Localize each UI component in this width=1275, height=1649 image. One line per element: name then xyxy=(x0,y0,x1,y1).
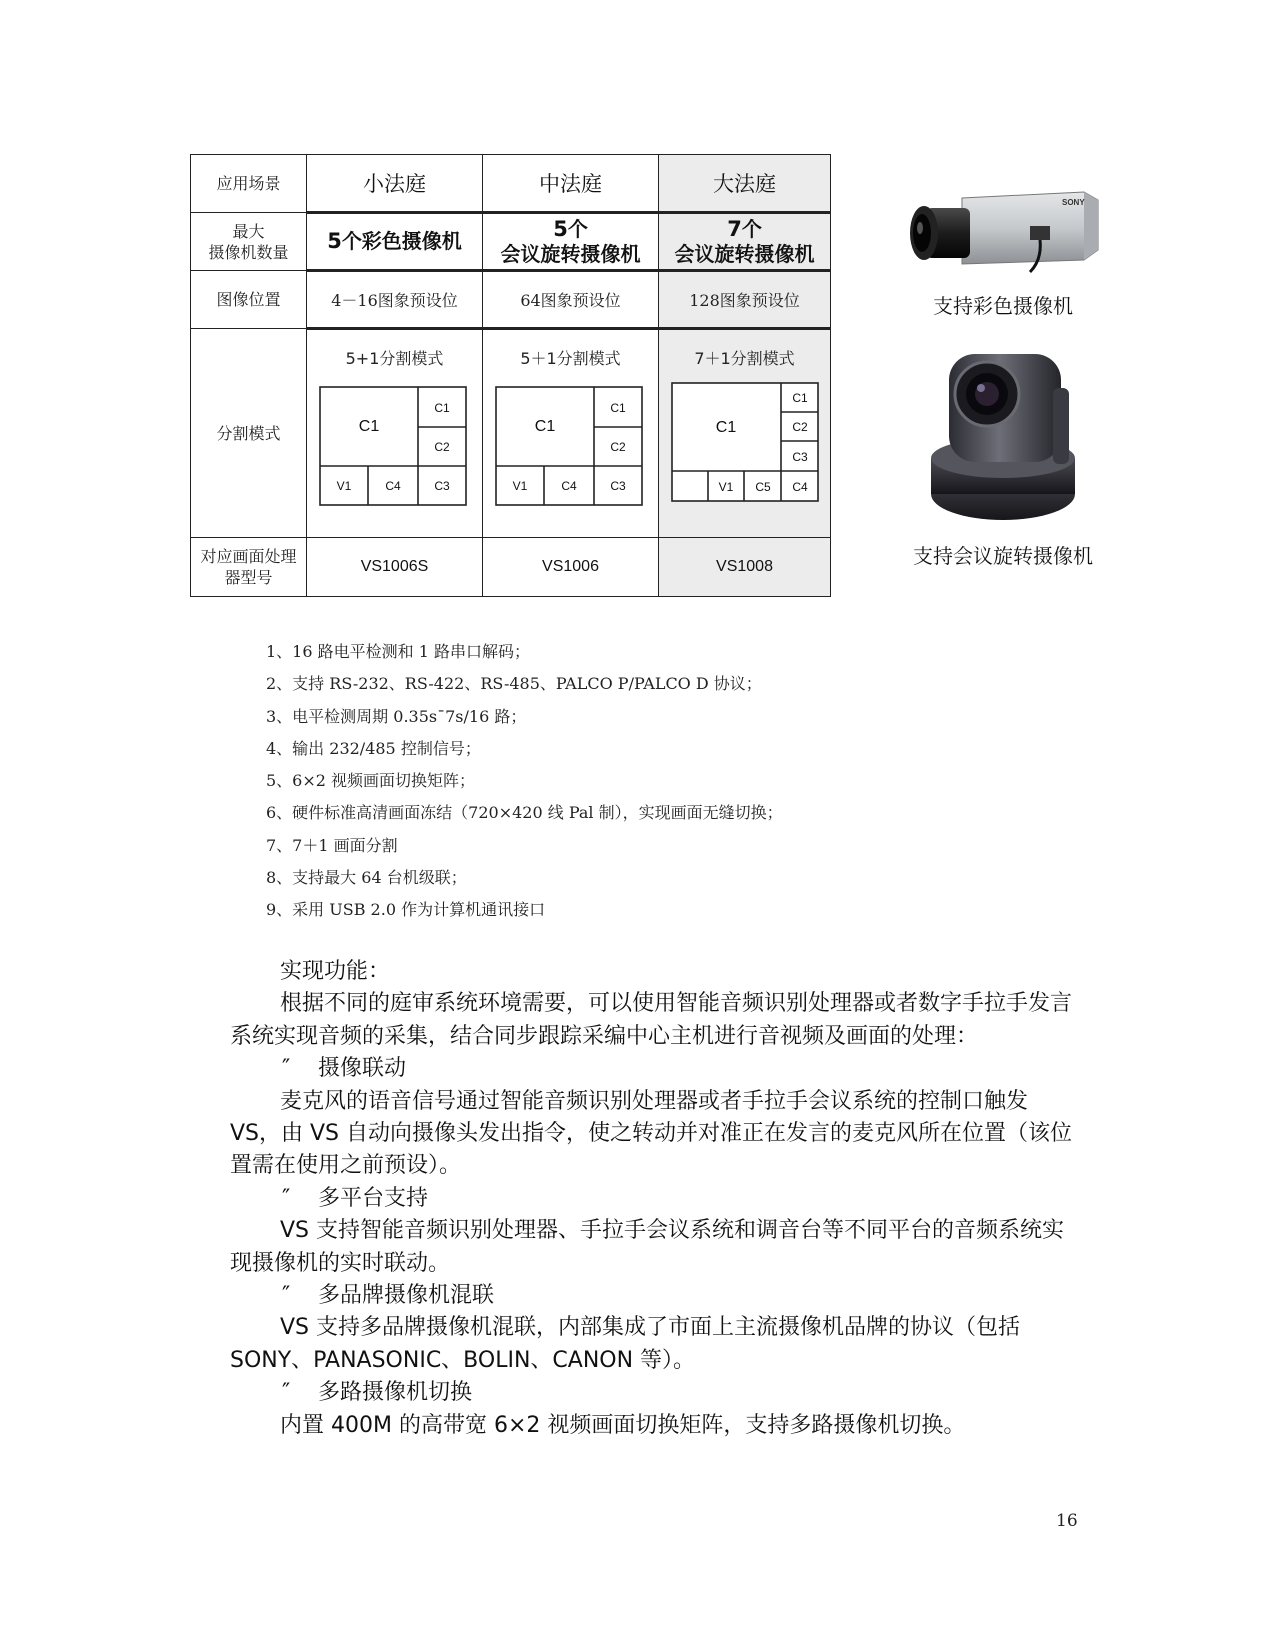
split-v1-label: V1 xyxy=(336,479,352,493)
split-medium xyxy=(483,329,659,538)
bullet-mark: ″ xyxy=(282,1056,291,1082)
model-medium: VS1006 xyxy=(483,538,659,597)
list-item: 7、7＋1 画面分割 xyxy=(266,835,398,855)
preset-large: 128图象预设位 xyxy=(659,271,831,329)
color-camera-photo xyxy=(902,186,1102,286)
split-c4-label: C4 xyxy=(561,479,577,493)
split-c1-small-label: C1 xyxy=(434,401,450,415)
split-c4-label: C4 xyxy=(385,479,401,493)
split-c2-label: C2 xyxy=(610,440,626,454)
bullet-mark: ″ xyxy=(282,1380,291,1406)
split-large xyxy=(659,329,831,538)
list-item: 3、电平检测周期 0.35s¯7s/16 路； xyxy=(266,706,527,726)
split-c1-label: C1 xyxy=(715,419,737,436)
intro-paragraph: 根据不同的庭审系统环境需要，可以使用智能音频识别处理器或者数字手拉手发言系统实现音频的采集，结合同步跟踪采编中心主机进行音视频及画面的处理： xyxy=(230,991,1073,1049)
split-c1-small-label: C1 xyxy=(792,391,808,405)
preset-small: 4－16图象预设位 xyxy=(307,271,483,329)
split-mode-title: 5+1分割模式 xyxy=(345,349,444,368)
split-small xyxy=(307,329,483,538)
camera-brand-logo: SONY xyxy=(1062,198,1085,207)
spec-table xyxy=(190,154,831,597)
split-diagram-7plus1 xyxy=(671,382,821,504)
split-c3-label: C3 xyxy=(434,479,450,493)
split-v1-label: V1 xyxy=(718,480,734,494)
ptz-camera-photo xyxy=(921,338,1081,534)
row-label-line1: 对应画面处理 xyxy=(200,547,297,566)
split-diagram-5plus1 xyxy=(319,386,469,508)
col-large-court: 大法庭 xyxy=(659,155,831,213)
bullet-title: 摄像联动 xyxy=(318,1056,407,1082)
split-v1-label: V1 xyxy=(512,479,528,493)
camera-count-unit: 个 xyxy=(741,216,762,241)
bullet-heading xyxy=(230,1183,1080,1215)
camera-count-text: 会议旋转摄像机 xyxy=(674,241,815,266)
row-label-camera-count xyxy=(191,213,307,271)
bullet-heading xyxy=(230,1053,1080,1085)
table-row-presets xyxy=(191,271,831,329)
section-paragraph: 内置 400M 的高带宽 6×2 视频画面切换矩阵，支持多路摄像机切换。 xyxy=(280,1412,966,1438)
camera-count-large xyxy=(659,213,831,271)
camera-count-text: 个彩色摄像机 xyxy=(341,229,462,253)
list-item: 8、支持最大 64 台机级联； xyxy=(266,868,467,888)
list-item: 9、采用 USB 2.0 作为计算机通讯接口 xyxy=(266,900,546,920)
bullet-title: 多品牌摄像机混联 xyxy=(318,1283,495,1309)
split-diagram-5plus1 xyxy=(495,386,645,508)
split-c3-label: C3 xyxy=(792,450,808,464)
row-label-presets: 图像位置 xyxy=(191,271,307,329)
col-small-court: 小法庭 xyxy=(307,155,483,213)
camera-count-text: 会议旋转摄像机 xyxy=(500,241,641,266)
split-mode-title: 5＋1分割模式 xyxy=(520,349,621,368)
row-label-line2: 器型号 xyxy=(224,568,273,587)
table-row-model xyxy=(191,538,831,597)
bullet-heading xyxy=(230,1280,1080,1312)
bullet-heading xyxy=(230,1377,1080,1409)
list-item: 1、16 路电平检测和 1 路串口解码； xyxy=(266,642,530,661)
col-medium-court: 中法庭 xyxy=(483,155,659,213)
color-camera-caption: 支持彩色摄像机 xyxy=(933,294,1073,318)
list-item: 5、6×2 视频画面切换矩阵； xyxy=(266,771,476,791)
split-mode-title: 7＋1分割模式 xyxy=(694,349,795,368)
split-c3-label: C3 xyxy=(610,479,626,493)
row-label-line1: 最大 xyxy=(232,221,265,241)
row-label-split-mode: 分割模式 xyxy=(191,329,307,538)
table-row-scenario xyxy=(191,155,831,213)
row-label-model xyxy=(191,538,307,597)
list-item: 2、支持 RS-232、RS-422、RS-485、PALCO P/PALCO D 协议； xyxy=(266,674,762,694)
list-item: 4、输出 232/485 控制信号； xyxy=(266,738,481,758)
section-paragraph: VS 支持多品牌摄像机混联，内部集成了市面上主流摄像机品牌的协议（包括 SONY、PANASONIC、BOLIN、CANON 等）。 xyxy=(230,1315,1021,1373)
section-heading: 实现功能： xyxy=(280,959,391,984)
camera-count-number: 5 xyxy=(327,229,342,253)
section-paragraph: VS 支持智能音频识别处理器、手拉手会议系统和调音台等不同平台的音频系统实现摄像机的实时联动。 xyxy=(230,1218,1065,1276)
preset-medium: 64图象预设位 xyxy=(483,271,659,329)
split-c4-label: C4 xyxy=(792,480,808,494)
row-label-line2: 摄像机数量 xyxy=(208,242,289,262)
bullet-mark: ″ xyxy=(282,1185,291,1211)
table-row-split-mode xyxy=(191,329,831,538)
body-text xyxy=(230,956,1080,1442)
split-c2-label: C2 xyxy=(434,440,450,454)
feature-list xyxy=(266,636,783,927)
camera-count-number: 5 xyxy=(553,216,568,241)
bullet-title: 多路摄像机切换 xyxy=(318,1380,473,1406)
split-c2-label: C2 xyxy=(792,420,808,434)
model-large: VS1008 xyxy=(659,538,831,597)
split-c1-small-label: C1 xyxy=(610,401,626,415)
split-c5-label: C5 xyxy=(755,480,771,494)
ptz-camera-caption: 支持会议旋转摄像机 xyxy=(913,544,1093,568)
section-paragraph: 麦克风的语音信号通过智能音频识别处理器或者手拉手会议系统的控制口触发 VS，由 VS 自动向摄像头发出指令，使之转动并对准正在发言的麦克风所在位置（该位置需在使用之前预设）。 xyxy=(230,1088,1073,1179)
camera-count-medium xyxy=(483,213,659,271)
camera-count-small xyxy=(307,213,483,271)
row-label-scenario: 应用场景 xyxy=(191,155,307,213)
camera-count-number: 7 xyxy=(727,216,742,241)
split-c1-label: C1 xyxy=(534,418,556,435)
split-c1-label: C1 xyxy=(358,418,380,435)
list-item: 6、硬件标准高清画面冻结（720×420 线 Pal 制），实现画面无缝切换； xyxy=(266,803,783,823)
bullet-title: 多平台支持 xyxy=(318,1185,429,1211)
page-number: 16 xyxy=(1056,1511,1078,1531)
camera-count-unit: 个 xyxy=(567,216,588,241)
model-small: VS1006S xyxy=(307,538,483,597)
bullet-mark: ″ xyxy=(282,1283,291,1309)
table-row-camera-count xyxy=(191,213,831,271)
